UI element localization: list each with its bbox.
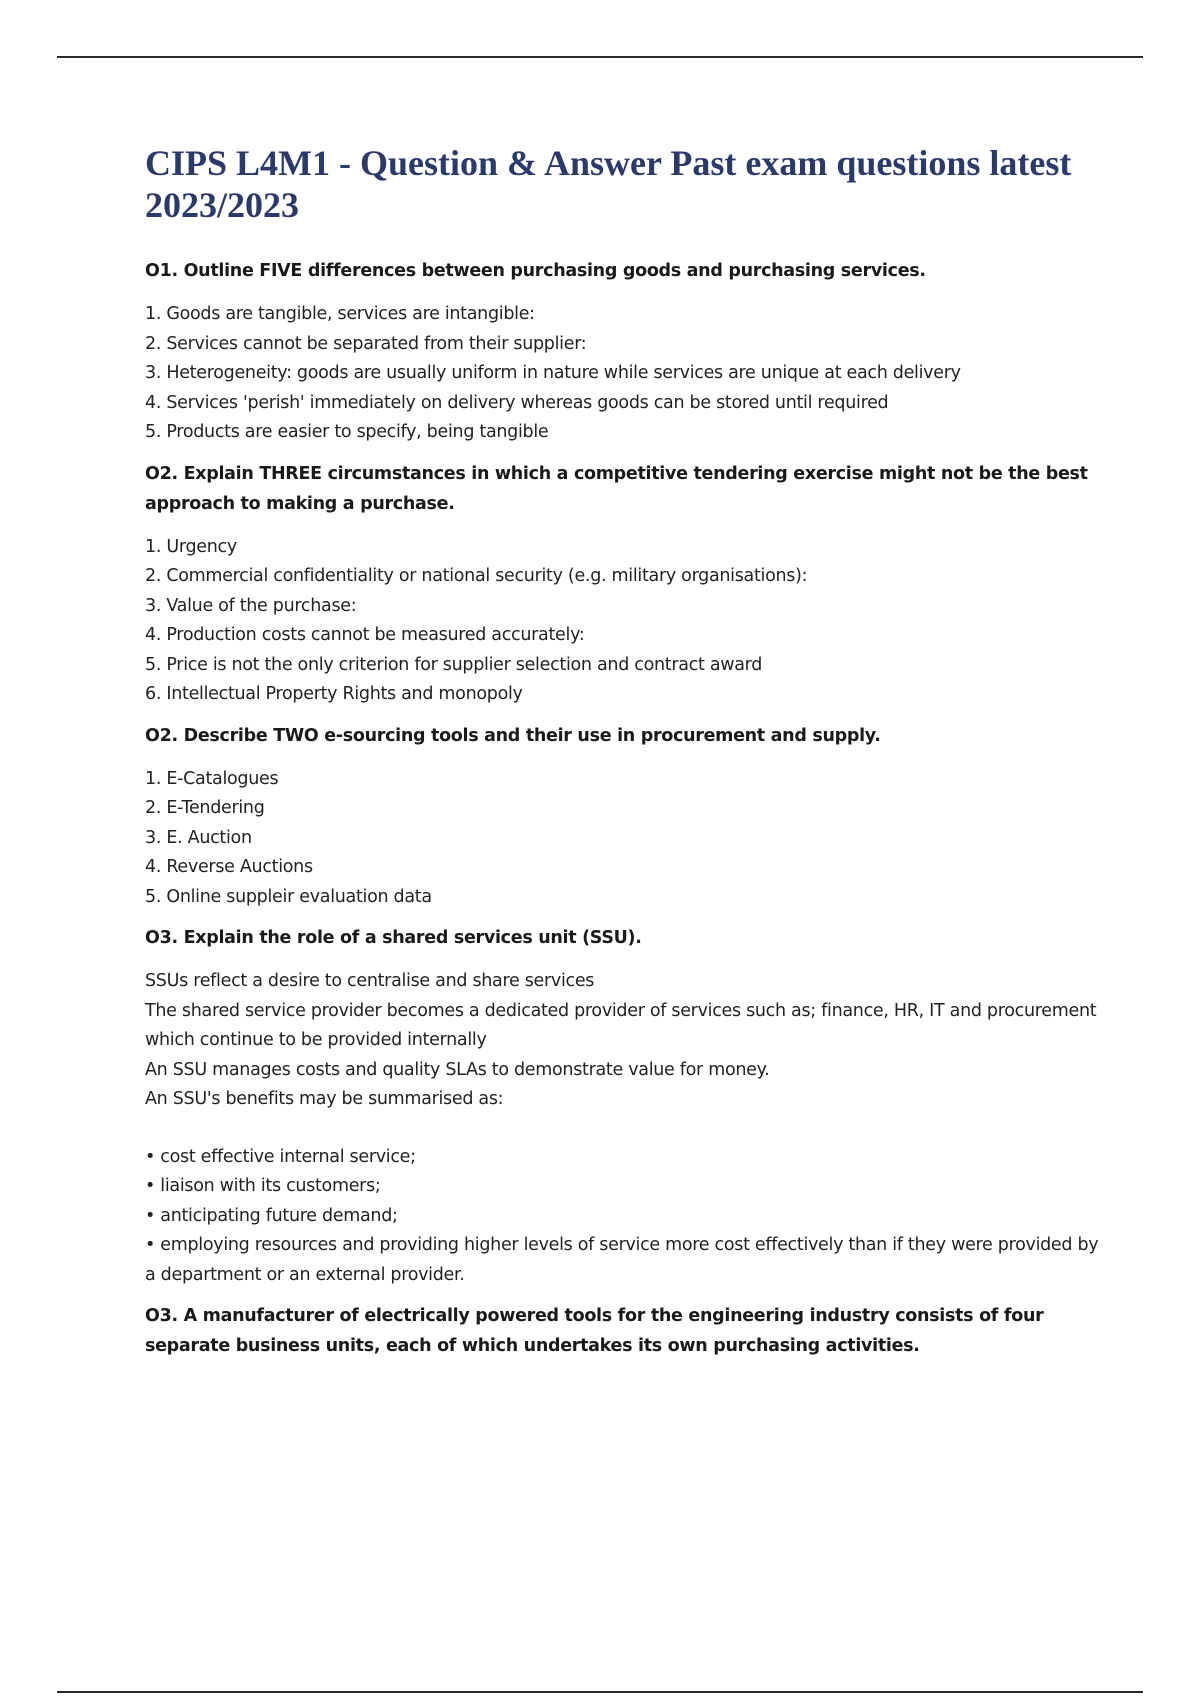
answer-line: 3. Value of the purchase: — [145, 595, 357, 616]
question-section — [145, 923, 1105, 1290]
answer-line: 5. Online suppleir evaluation data — [145, 886, 432, 907]
answer-list — [145, 765, 1105, 913]
question-section — [145, 1301, 1105, 1361]
answer-line: 2. Services cannot be separated from their supplier: — [145, 333, 587, 354]
answer-list — [145, 967, 1105, 1290]
bullet-line: • cost effective internal service; — [145, 1146, 416, 1167]
answer-line: An SSU manages costs and quality SLAs to demonstrate value for money. — [145, 1059, 770, 1080]
top-rule — [57, 56, 1143, 58]
answer-line: The shared service provider becomes a dedicated provider of services such as; finance, HR, IT and procurement which continue to be provided internally — [145, 1000, 1097, 1050]
answer-line: SSUs reflect a desire to centralise and share services — [145, 971, 595, 991]
answer-line: 1. E-Catalogues — [145, 768, 279, 789]
bullet-line: • anticipating future demand; — [145, 1205, 398, 1226]
document-title: CIPS L4M1 - Question & Answer Past exam questions latest 2023/2023 — [145, 143, 1072, 225]
answer-line: 3. E. Auction — [145, 827, 252, 848]
answer-line: 4. Services 'perish' immediately on delivery whereas goods can be stored until required — [145, 392, 889, 413]
question-heading: O1. Outline FIVE differences between purchasing goods and purchasing services. — [145, 261, 926, 281]
bullet-line: • employing resources and providing higher levels of service more cost effectively than if they were provided by a department or an external provider. — [145, 1235, 1099, 1285]
question-heading: O2. Explain THREE circumstances in which a competitive tendering exercise might not be the best approach to making a purchase. — [145, 463, 1088, 514]
answer-line: 2. Commercial confidentiality or national security (e.g. military organisations): — [145, 566, 808, 586]
answer-line: 4. Production costs cannot be measured accurately: — [145, 625, 585, 645]
question-section — [145, 256, 1105, 448]
answer-line: 3. Heterogeneity: goods are usually uniform in nature while services are unique at each delivery — [145, 363, 961, 383]
bottom-rule — [57, 1691, 1143, 1693]
question-heading: O3. A manufacturer of electrically powered tools for the engineering industry consists of four separate business units, each of which undertakes its own purchasing activities. — [145, 1306, 1044, 1356]
question-heading: O3. Explain the role of a shared services unit (SSU). — [145, 928, 642, 948]
answer-line: 6. Intellectual Property Rights and monopoly — [145, 684, 523, 704]
answer-line: 1. Urgency — [145, 536, 237, 557]
bullet-line: • liaison with its customers; — [145, 1176, 381, 1196]
question-section — [145, 721, 1105, 913]
question-heading: O2. Describe TWO e-sourcing tools and their use in procurement and supply. — [145, 725, 881, 746]
answer-line: 1. Goods are tangible, services are intangible: — [145, 304, 535, 324]
answer-list — [145, 300, 1105, 448]
question-section — [145, 459, 1105, 710]
answer-list — [145, 533, 1105, 710]
answer-line: 4. Reverse Auctions — [145, 857, 313, 877]
answer-line: 5. Price is not the only criterion for supplier selection and contract award — [145, 654, 763, 675]
answer-line: 2. E-Tendering — [145, 798, 265, 818]
blank-line — [145, 1115, 1105, 1143]
answer-line: 5. Products are easier to specify, being tangible — [145, 422, 549, 442]
answer-line: An SSU's benefits may be summarised as: — [145, 1089, 504, 1109]
document-body — [145, 142, 1105, 1375]
